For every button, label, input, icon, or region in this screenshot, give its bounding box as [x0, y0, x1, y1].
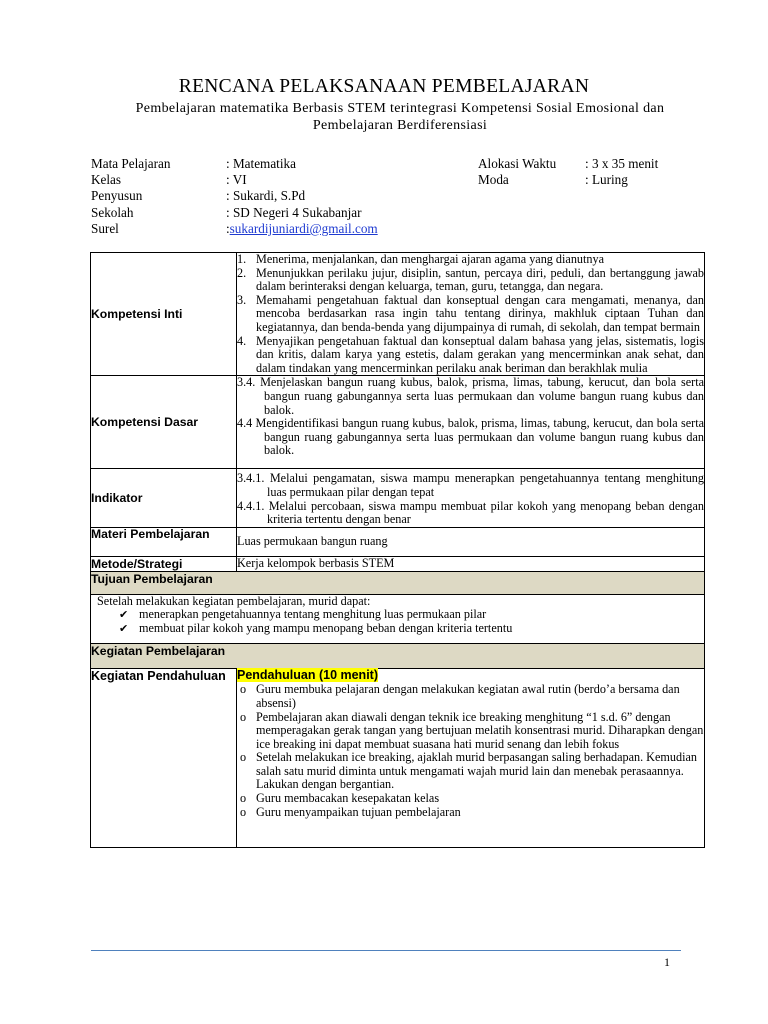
- info-value: : SD Negeri 4 Sukabanjar: [226, 204, 362, 220]
- content-indikator: [237, 469, 705, 527]
- ki-list: [237, 253, 704, 375]
- footer-rule: [91, 950, 681, 951]
- row-tujuan-content: [91, 594, 705, 643]
- content-kompetensi-inti: [237, 253, 705, 376]
- list-item: [237, 335, 704, 376]
- content-metode: Kerja kelompok berbasis STEM: [237, 556, 705, 571]
- info-row-kelas: [91, 172, 378, 188]
- info-row-penyusun: [91, 188, 378, 204]
- info-key: Penyusun: [91, 188, 143, 204]
- item-number: 1.: [237, 252, 247, 266]
- item-number: 4.: [237, 333, 247, 348]
- label-metode: Metode/Strategi: [91, 556, 237, 571]
- item-text: Guru menyampaikan tujuan pembelajaran: [256, 804, 461, 819]
- list-item: [237, 253, 704, 267]
- list-item: [237, 294, 704, 335]
- info-value: : VI: [226, 172, 247, 188]
- list-item: [237, 806, 704, 820]
- pendahuluan-list: [237, 683, 704, 819]
- document-title: RENCANA PELAKSANAAN PEMBELAJARAN: [178, 76, 590, 97]
- list-item: [237, 683, 704, 710]
- row-kegiatan-header: [91, 643, 705, 668]
- item-text: Memahami pengetahuan faktual dan konseptual dengan cara mengamati, menanya, dan mencoba berdasarkan rasa ingin tahu tentang dirinya, makhluk ciptaan Tuhan dan kegiatannya, dan benda-benda yang dijumpainya di rumah, di sekolah, dan tempat bermain: [256, 292, 704, 334]
- label-materi: Materi Pembelajaran: [91, 527, 237, 556]
- info-row-alokasi-waktu: [478, 156, 658, 172]
- page-number: 1: [664, 955, 670, 969]
- list-item: [237, 267, 704, 294]
- content-kompetensi-dasar: [237, 376, 705, 469]
- list-item: [119, 608, 704, 622]
- content-tujuan: [91, 594, 705, 643]
- checkmark-icon: ✔: [119, 621, 129, 635]
- pendahuluan-title-wrap: [237, 669, 704, 683]
- label-kompetensi-dasar: Kompetensi Dasar: [91, 376, 237, 469]
- label-kompetensi-inti: Kompetensi Inti: [91, 253, 237, 376]
- item-text: Pembelajaran akan diawali dengan teknik ice breaking menghitung “1 s.d. 6” dengan memperagakan gerak tangan yang bertujuan melatih konsentrasi murid. Diharapkan dengan ice breaking ini dapat membuat suasana hati murid senang dan lebih fokus: [256, 709, 704, 751]
- item-text: Menyajikan pengetahuan faktual dan konseptual dalam bahasa yang jelas, sistematis, logis dan kritis, dalam karya yang estetis, dalam gerakan yang mencerminkan anak sehat, dan dalam tindakan yang mencerminkan perilaku anak beriman dan berakhlak mulia: [256, 333, 704, 375]
- bullet-circle-icon: o: [240, 682, 247, 697]
- info-row-sekolah: [91, 205, 378, 221]
- email-link[interactable]: sukardijuniardi@gmail.com: [229, 220, 378, 236]
- row-tujuan-header: [91, 571, 705, 594]
- item-text: Setelah melakukan ice breaking, ajaklah murid berpasangan saling berhadapan. Kemudian salah satu murid diminta untuk mengamati wajah murid lain dan menebak perasaannya. Lakukan dengan bergantian.: [256, 750, 697, 792]
- item-text: menerapkan pengetahuannya tentang menghitung luas permukaan pilar: [139, 607, 487, 622]
- info-value: : Luring: [585, 172, 628, 188]
- bullet-circle-icon: o: [240, 804, 247, 819]
- section-header-kegiatan: Kegiatan Pembelajaran: [91, 643, 705, 668]
- label-indikator: Indikator: [91, 469, 237, 527]
- item-text: Menerima, menjalankan, dan menghargai ajaran agama yang dianutnya: [256, 252, 604, 266]
- pendahuluan-title: Pendahuluan (10 menit): [237, 667, 378, 682]
- bullet-circle-icon: o: [240, 750, 247, 765]
- label-kegiatan-pendahuluan: Kegiatan Pendahuluan: [91, 668, 237, 847]
- info-key: Sekolah: [91, 204, 134, 220]
- info-key: Surel: [91, 220, 119, 236]
- info-key: Moda: [478, 172, 509, 188]
- info-value: : Matematika: [226, 156, 296, 171]
- info-colon: :: [226, 220, 230, 236]
- list-item: [237, 792, 704, 806]
- bullet-circle-icon: o: [240, 791, 247, 806]
- info-row-surel: [91, 221, 378, 237]
- list-item: [237, 751, 704, 792]
- row-kegiatan-pendahuluan: [91, 668, 705, 847]
- content-kegiatan-pendahuluan: [237, 668, 705, 847]
- info-row-mata-pelajaran: [91, 156, 378, 172]
- rpp-table: [90, 252, 705, 848]
- list-item: [237, 711, 704, 752]
- tujuan-intro: Setelah melakukan kegiatan pembelajaran, murid dapat:: [97, 593, 371, 608]
- info-key: Alokasi Waktu: [478, 156, 557, 171]
- bullet-circle-icon: o: [240, 709, 247, 724]
- indikator-item: 4.4.1. Melalui percobaan, siswa mampu membuat pilar kokoh yang menopang beban dengan kriteria tertentu dengan benar: [237, 498, 704, 527]
- info-value: : 3 x 35 menit: [585, 156, 659, 171]
- list-item: [119, 622, 704, 636]
- content-materi: Luas permukaan bangun ruang: [237, 527, 705, 556]
- row-kompetensi-inti: [91, 253, 705, 376]
- item-number: 2.: [237, 265, 247, 280]
- info-value: : Sukardi, S.Pd: [226, 188, 306, 204]
- item-text: Guru membacakan kesepakatan kelas: [256, 791, 440, 806]
- kd-item: 3.4. Menjelaskan bangun ruang kubus, balok, prisma, limas, tabung, kerucut, dan bola serta bangun ruang gabungannya serta luas permukaan dan volume bangun ruang kubus dan balok.: [237, 375, 704, 417]
- item-text: Guru membuka pelajaran dengan melakukan kegiatan awal rutin (berdo’a bersama dan absensi): [256, 682, 680, 710]
- allocation-block: [478, 156, 658, 188]
- info-key: Kelas: [91, 172, 122, 188]
- kd-item: 4.4 Mengidentifikasi bangun ruang kubus, balok, prisma, limas, tabung, kerucut, dan bola serta bangun ruang gabungannya serta luas permukaan dan volume bangun ruang kubus dan balok.: [237, 416, 704, 458]
- subtitle-line-1: Pembelajaran matematika Berbasis STEM terintegrasi Kompetensi Sosial Emosional dan: [135, 101, 665, 116]
- subtitle-line-2: Pembelajaran Berdiferensiasi: [312, 118, 488, 133]
- item-text: membuat pilar kokoh yang mampu menopang beban dengan kriteria tertentu: [139, 620, 513, 635]
- section-header-tujuan: Tujuan Pembelajaran: [91, 571, 705, 594]
- document-subtitle: [100, 100, 700, 134]
- row-indikator: [91, 469, 705, 527]
- row-kompetensi-dasar: [91, 376, 705, 469]
- info-row-moda: [478, 172, 658, 188]
- item-number: 3.: [237, 292, 247, 307]
- indikator-item: 3.4.1. Melalui pengamatan, siswa mampu menerapkan pengetahuannya tentang menghitung luas permukaan pilar dengan tepat: [237, 471, 704, 499]
- row-metode: [91, 556, 705, 571]
- row-materi: [91, 527, 705, 556]
- identity-block: [91, 156, 378, 237]
- item-text: Menunjukkan perilaku jujur, disiplin, santun, percaya diri, peduli, dan bertanggung jawab dalam berinteraksi dengan keluarga, teman, guru, tetangga, dan negara.: [256, 265, 704, 294]
- checkmark-icon: ✔: [119, 608, 129, 622]
- info-key: Mata Pelajaran: [91, 156, 171, 171]
- tujuan-list: [97, 608, 704, 635]
